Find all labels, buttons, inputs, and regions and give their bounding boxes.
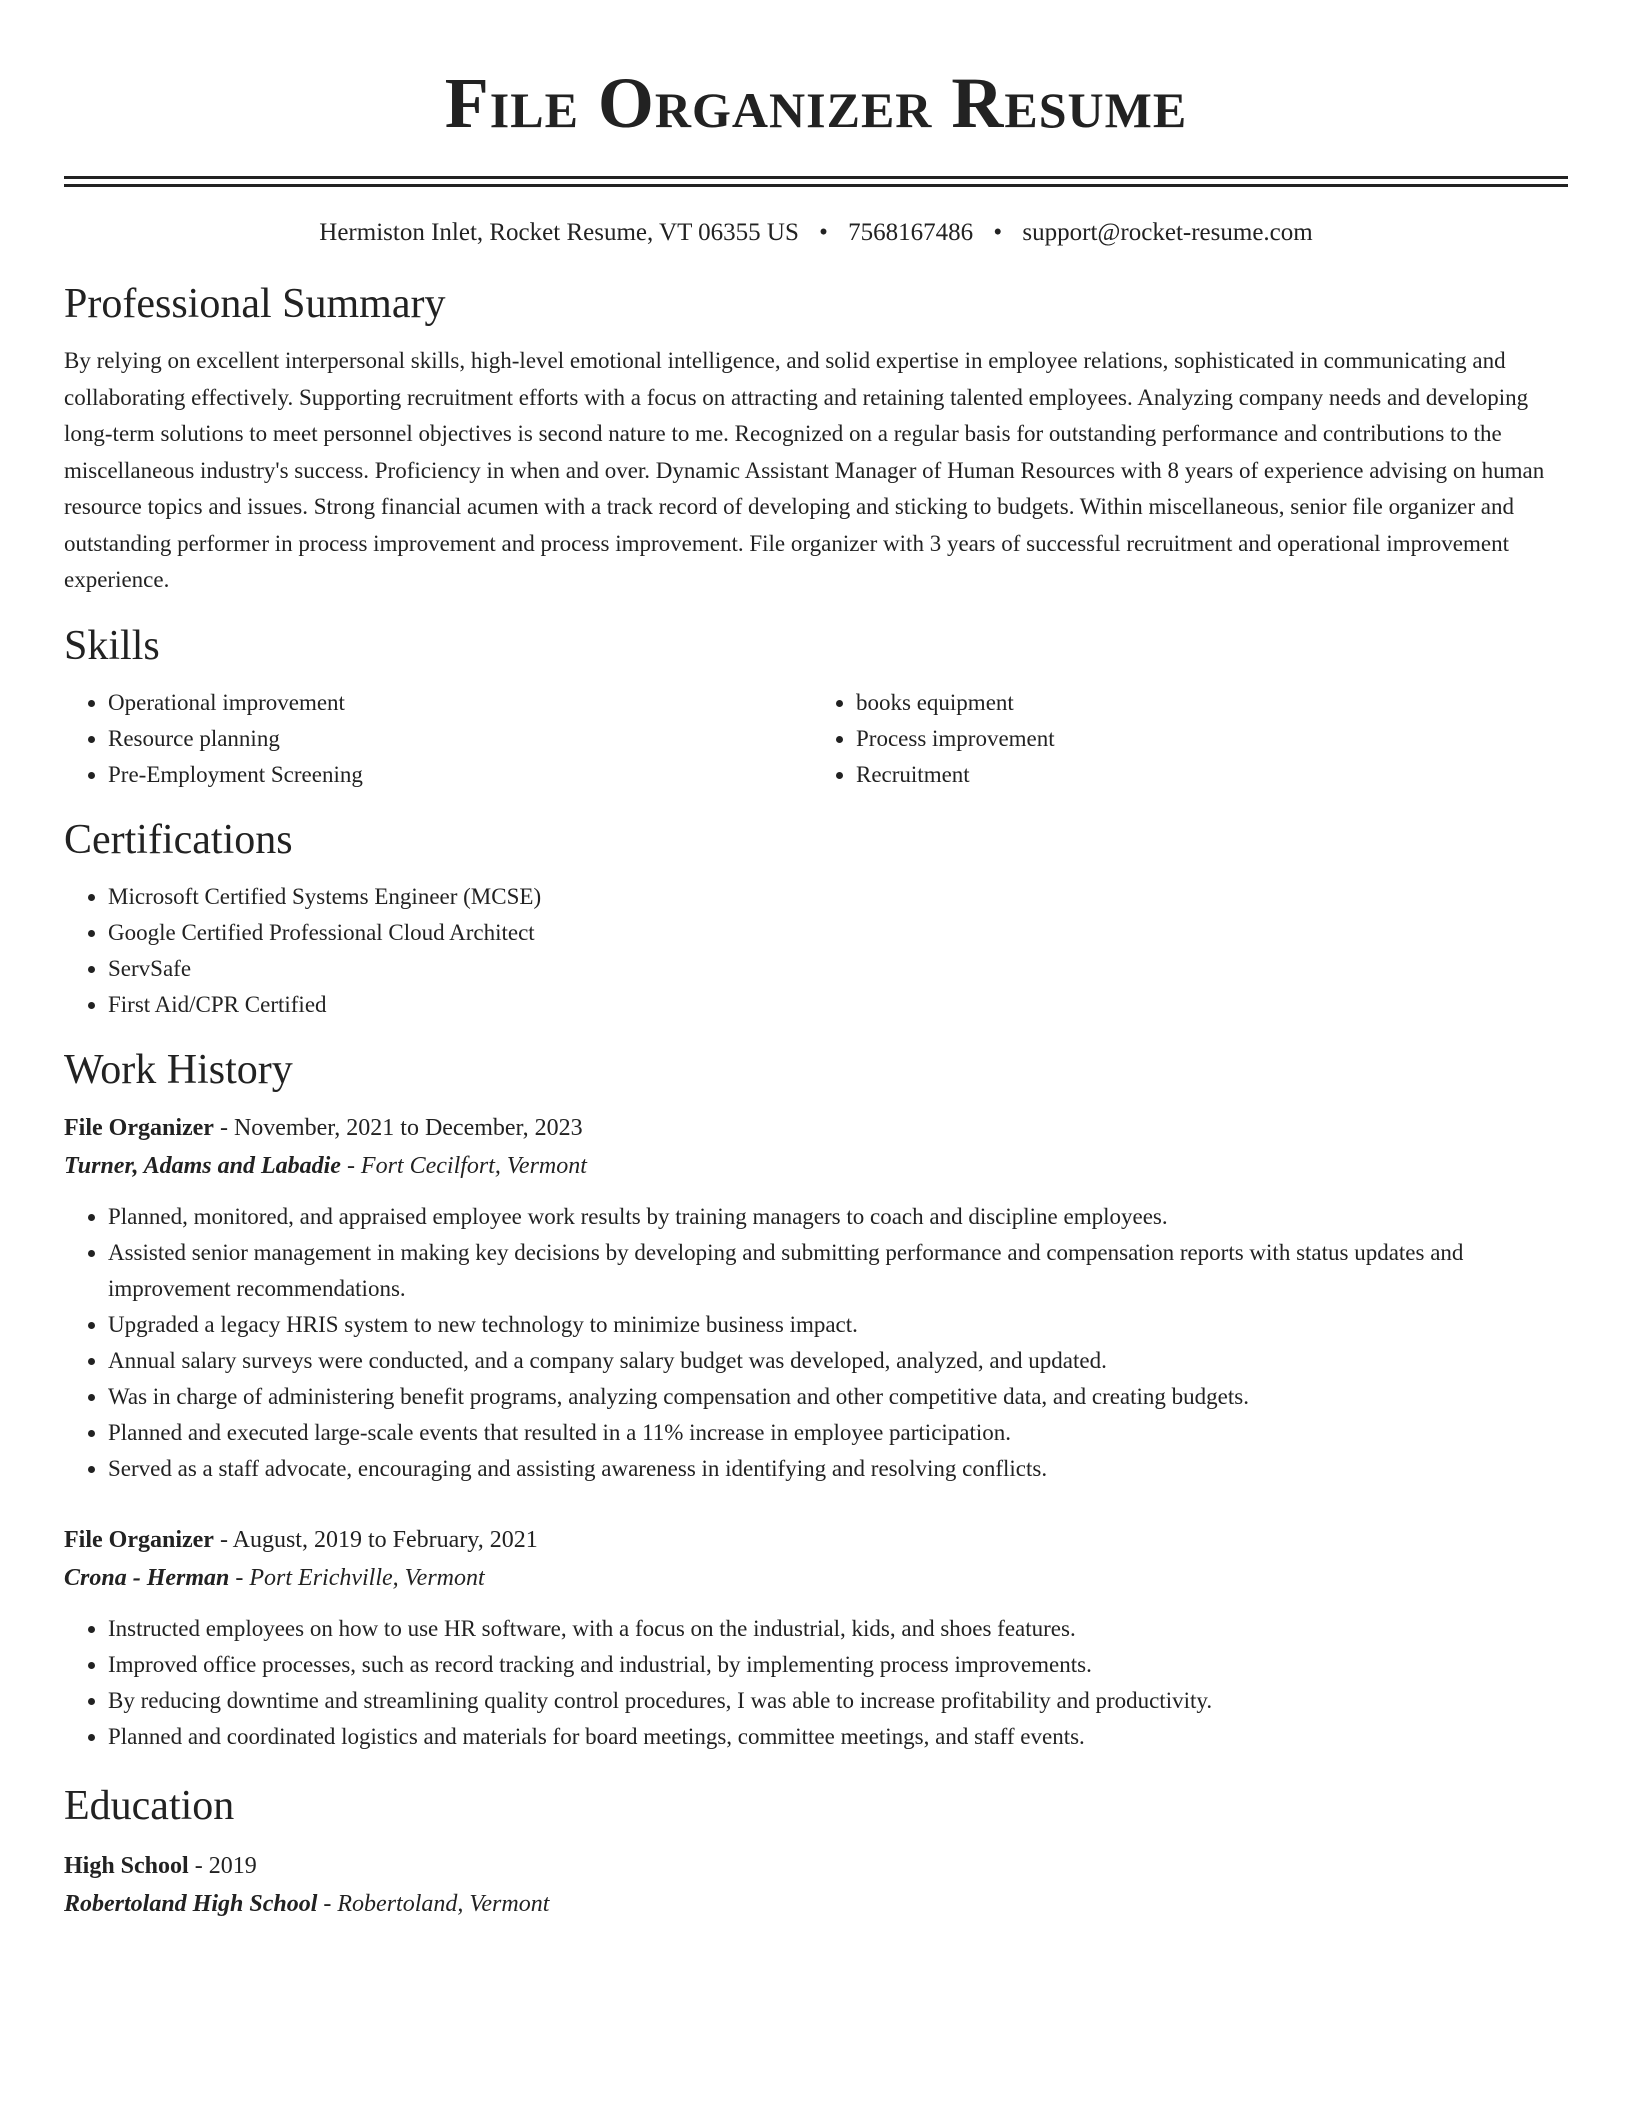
job-bullets bbox=[64, 1611, 1568, 1755]
certification-item: • Microsoft Certified Systems Engineer (MCSE) bbox=[108, 879, 1568, 915]
education-degree-line bbox=[64, 1847, 1568, 1885]
education-heading: Education bbox=[64, 1782, 235, 1829]
job-title: File Organizer bbox=[64, 1114, 214, 1141]
job-location: - Port Erichville, Vermont bbox=[229, 1564, 485, 1591]
title-divider-top bbox=[64, 176, 1568, 179]
job-bullet: • Planned, monitored, and appraised employee work results by training managers to coach and discipline employees. bbox=[108, 1199, 1568, 1235]
education-entry bbox=[64, 1847, 1568, 1923]
skills-list bbox=[64, 685, 1568, 793]
job-bullet: • Annual salary surveys were conducted, and a company salary budget was developed, analyzed, and updated. bbox=[108, 1343, 1568, 1379]
skills-heading: Skills bbox=[64, 622, 160, 669]
skill-item: • Process improvement bbox=[856, 721, 1568, 757]
job-bullet: • Assisted senior management in making key decisions by developing and submitting performance and compensation reports with status updates and improvement recommendations. bbox=[108, 1235, 1568, 1307]
job-entry bbox=[64, 1521, 1568, 1755]
certifications-list bbox=[64, 879, 1568, 1023]
education-school: Robertoland High School bbox=[64, 1890, 318, 1917]
job-bullet: • Was in charge of administering benefit programs, analyzing compensation and other competitive data, and creating budgets. bbox=[108, 1379, 1568, 1415]
skill-item: • Resource planning bbox=[108, 721, 816, 757]
contact-address: Hermiston Inlet, Rocket Resume, VT 06355 US bbox=[319, 219, 799, 246]
job-location: - Fort Cecilfort, Vermont bbox=[340, 1152, 587, 1179]
job-bullet: • Improved office processes, such as record tracking and industrial, by implementing process improvements. bbox=[108, 1647, 1568, 1683]
skill-item: • books equipment bbox=[856, 685, 1568, 721]
education-year: - 2019 bbox=[188, 1852, 257, 1879]
resume-title: File Organizer Resume bbox=[444, 63, 1188, 143]
job-bullet: • Planned and executed large-scale events that resulted in a 11% increase in employee participation. bbox=[108, 1415, 1568, 1451]
job-bullet: • Instructed employees on how to use HR software, with a focus on the industrial, kids, and shoes features. bbox=[108, 1611, 1568, 1647]
certification-item: • Google Certified Professional Cloud Architect bbox=[108, 915, 1568, 951]
job-bullets bbox=[64, 1199, 1568, 1487]
job-entry bbox=[64, 1109, 1568, 1487]
job-dates: - November, 2021 to December, 2023 bbox=[213, 1114, 583, 1141]
skill-item: • Operational improvement bbox=[108, 685, 816, 721]
job-bullet: • Planned and coordinated logistics and materials for board meetings, committee meetings, and staff events. bbox=[108, 1719, 1568, 1755]
skill-item: • Pre-Employment Screening bbox=[108, 757, 816, 793]
contact-email: support@rocket-resume.com bbox=[1022, 219, 1313, 246]
title-divider-bottom bbox=[64, 184, 1568, 187]
contact-phone: 7568167486 bbox=[848, 219, 974, 246]
contact-separator: • bbox=[819, 219, 828, 246]
education-location: - Robertoland, Vermont bbox=[317, 1890, 550, 1917]
job-company-line bbox=[64, 1559, 1568, 1597]
summary-text: By relying on excellent interpersonal skills, high-level emotional intelligence, and solid expertise in employee relations, sophisticated in communicating and collaborating effectively. Supporting recruitment efforts with a focus on attracting and retaining talented employees. Analyzing company needs and developing long-term solutions to meet personnel objectives is second nature to me. Recognized on a regular basis for outstanding performance and contributions to the miscellaneous industry's success. Proficiency in when and over. Dynamic Assistant Manager of Human Resources with 8 years of experience advising on human resource topics and issues. Strong financial acumen with a track record of developing and sticking to budgets. Within miscellaneous, senior file organizer and outstanding performer in process improvement and process improvement. File organizer with 3 years of successful recruitment and operational improvement experience. bbox=[64, 348, 1545, 592]
contact-line bbox=[64, 215, 1568, 251]
contact-separator: • bbox=[993, 219, 1003, 246]
job-title-line bbox=[64, 1521, 1568, 1559]
job-title-line bbox=[64, 1109, 1568, 1147]
work-history-heading: Work History bbox=[64, 1046, 293, 1093]
certification-item: • ServSafe bbox=[108, 951, 1568, 987]
job-dates: - August, 2019 to February, 2021 bbox=[213, 1526, 538, 1553]
summary-heading: Professional Summary bbox=[64, 281, 446, 327]
job-bullet: • Upgraded a legacy HRIS system to new technology to minimize business impact. bbox=[108, 1307, 1568, 1343]
certification-item: • First Aid/CPR Certified bbox=[108, 987, 1568, 1023]
job-company-line bbox=[64, 1147, 1568, 1185]
education-school-line bbox=[64, 1885, 1568, 1923]
certifications-heading: Certifications bbox=[64, 816, 293, 863]
skill-item: • Recruitment bbox=[856, 757, 1568, 793]
education-degree: High School bbox=[64, 1852, 189, 1879]
job-company: Crona - Herman bbox=[64, 1564, 230, 1591]
job-title: File Organizer bbox=[64, 1526, 214, 1553]
job-company: Turner, Adams and Labadie bbox=[64, 1152, 341, 1179]
job-bullet: • Served as a staff advocate, encouraging and assisting awareness in identifying and resolving conflicts. bbox=[108, 1451, 1568, 1487]
job-bullet: • By reducing downtime and streamlining quality control procedures, I was able to increase profitability and productivity. bbox=[108, 1683, 1568, 1719]
